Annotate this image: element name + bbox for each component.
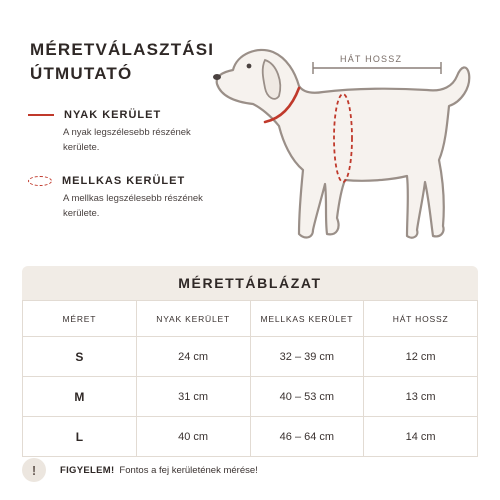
cell-back: 13 cm [364, 377, 478, 417]
cell-size: M [23, 377, 137, 417]
header-size: MÉRET [23, 301, 137, 337]
title-line-2: ÚTMUTATÓ [30, 64, 133, 83]
header-chest: MELLKAS KERÜLET [250, 301, 364, 337]
cell-chest: 46 – 64 cm [250, 417, 364, 457]
cell-chest: 40 – 53 cm [250, 377, 364, 417]
cell-neck: 24 cm [136, 337, 250, 377]
dog-eye [247, 64, 252, 69]
title-line-1: MÉRETVÁLASZTÁSI [30, 40, 215, 59]
cell-size: L [23, 417, 137, 457]
dog-nose [213, 74, 221, 80]
header-back: HÁT HOSSZ [364, 301, 478, 337]
table-row [23, 417, 478, 457]
table-row [23, 337, 478, 377]
table-row [23, 377, 478, 417]
warning-strong: FIGYELEM! [60, 464, 115, 476]
legend-chest-desc: A mellkas legszélesebb részének kerülete. [63, 193, 203, 219]
cell-back: 14 cm [364, 417, 478, 457]
warning-text: Fontos a fej kerületének mérése! [119, 464, 258, 476]
cell-neck: 40 cm [136, 417, 250, 457]
dog-silhouette [217, 50, 470, 238]
header-neck: NYAK KERÜLET [136, 301, 250, 337]
cell-back: 12 cm [364, 337, 478, 377]
table-header-row [23, 301, 478, 337]
size-table [22, 266, 478, 457]
back-length-label: HÁT HOSSZ [340, 54, 403, 64]
cell-chest: 32 – 39 cm [250, 337, 364, 377]
legend-neck-label: NYAK KERÜLET [64, 109, 162, 121]
solid-line-icon [28, 114, 54, 116]
legend-neck-desc: A nyak legszélesebb részének kerülete. [63, 127, 191, 153]
exclamation-icon: ! [22, 458, 46, 482]
warning-note [22, 458, 258, 482]
legend-chest [28, 175, 213, 221]
cell-neck: 31 cm [136, 377, 250, 417]
legend-chest-label: MELLKAS KERÜLET [62, 175, 186, 187]
dashed-ellipse-icon [28, 176, 52, 186]
page-title [30, 38, 214, 86]
legend-neck [28, 109, 213, 155]
size-table-grid [22, 300, 478, 457]
size-table-title: MÉRETTÁBLÁZAT [22, 266, 478, 300]
cell-size: S [23, 337, 137, 377]
